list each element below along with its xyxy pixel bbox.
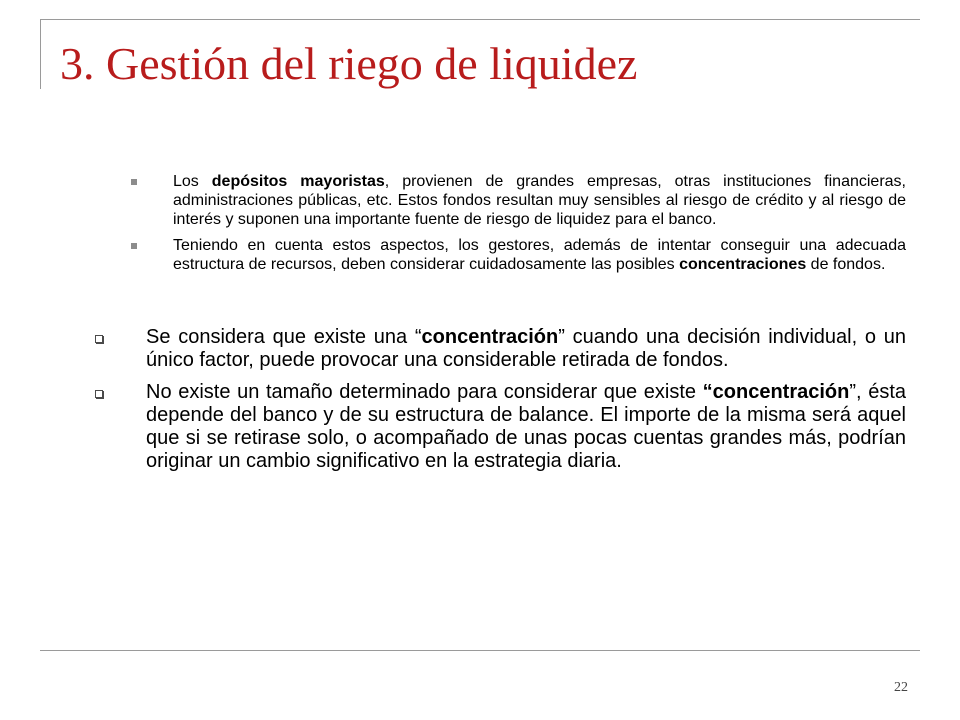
sub-bullet-text: Teniendo en cuenta estos aspectos, los gestores, además de intentar conseguir una adecuada estructura de recursos, deben considerar cuidadosamente las posibles concentraciones de fondos.: [173, 237, 906, 273]
main-bullet-concentration-definition: [94, 326, 906, 372]
main-bullet-text: Se considera que existe una “concentración” cuando una decisión individual, o un único factor, puede provocar una considerable retirada de fondos.: [146, 326, 907, 371]
square-bullet-icon: [131, 243, 137, 249]
slide-title: 3. Gestión del riego de liquidez: [60, 38, 638, 89]
checkbox-bullet-icon: [95, 390, 103, 398]
main-bullet-text: No existe un tamaño determinado para considerar que existe “concentración”, ésta depende del banco y de su estructura de balance. El importe de la misma será aquel que si se retirase solo, o acompañado de unas pocas cuentas grandes más, podrían originar un cambio significativo en la estrategia diaria.: [146, 381, 907, 472]
sub-bullet-text: Los depósitos mayoristas, provienen de grandes empresas, otras instituciones financieras, administraciones públicas, etc. Estos fondos resultan muy sensibles al riesgo de crédito y al riesgo de interés y suponen una importante fuente de riesgo de liquidez para el banco.: [173, 173, 907, 228]
top-frame-line: [40, 19, 920, 20]
square-bullet-icon: [131, 179, 137, 185]
left-frame-line: [40, 19, 41, 89]
sub-bullet-list: [130, 172, 906, 281]
checkbox-bullet-icon: [95, 335, 103, 343]
bottom-frame-line: [40, 650, 920, 651]
main-bullet-concentration-size: [94, 381, 906, 473]
sub-bullet-wholesale-deposits: [130, 172, 906, 229]
main-bullet-list: [94, 326, 906, 482]
page-number: 22: [894, 680, 908, 695]
sub-bullet-concentrations: [130, 236, 906, 274]
